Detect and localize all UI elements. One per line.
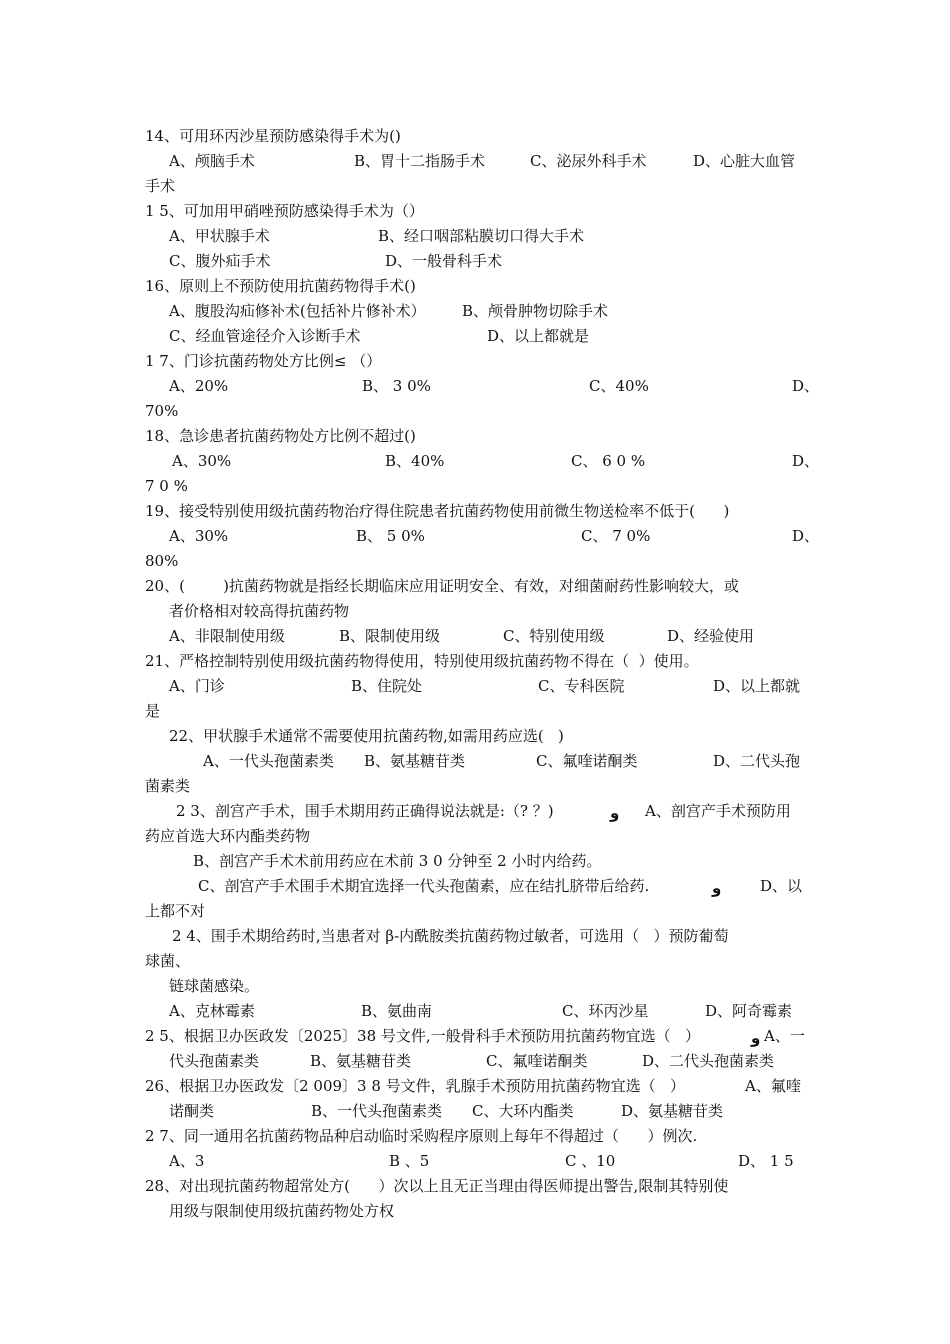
question-23: 2 3、剖宫产手术，围手术期用药正确得说法就是:（? ？) xyxy=(176,802,554,820)
option-a: A、甲状腺手术 xyxy=(169,227,270,245)
option-c: C、剖宫产手术围手术期宜选择一代头孢菌素，应在结扎脐带后给药. xyxy=(198,877,650,895)
option-c: C、 6 0 % xyxy=(571,452,646,470)
option-b: B 、5 xyxy=(389,1152,430,1170)
option-d: D、 1 5 xyxy=(738,1152,794,1170)
stray-mark: و xyxy=(712,879,722,897)
option-a: A、30% xyxy=(169,527,229,545)
option-d-continued: 7 0 % xyxy=(145,477,188,495)
option-c: C、经血管途径介入诊断手术 xyxy=(169,327,361,345)
option-b: B、限制使用级 xyxy=(339,627,441,645)
option-c: C、氟喹诺酮类 xyxy=(486,1052,588,1070)
question-16: 16、原则上不预防使用抗菌药物得手术() xyxy=(145,277,416,295)
question-21: 21、严格控制特别使用级抗菌药物得使用，特别使用级抗菌药物不得在（ ）使用。 xyxy=(145,652,699,670)
question-15: 1 5、可加用甲硝唑预防感染得手术为（） xyxy=(145,202,424,220)
question-22: 22、甲状腺手术通常不需要使用抗菌药物,如需用药应选( ) xyxy=(169,727,564,745)
option-d-continued: 上都不对 xyxy=(145,902,206,920)
option-d: D、经验使用 xyxy=(667,627,755,645)
option-b: B、剖宫产手术术前用药应在术前 3 0 分钟至 2 小时内给药。 xyxy=(193,852,602,870)
question-24-continued: 球菌、 xyxy=(145,952,191,970)
option-b: B、胃十二指肠手术 xyxy=(354,152,486,170)
option-d-continued: 手术 xyxy=(145,177,176,195)
option-a: A、克林霉素 xyxy=(169,1002,255,1020)
question-24: 2 4、围手术期给药时,当患者对 β-内酰胺类抗菌药物过敏者，可选用（ ）预防葡萄 xyxy=(172,927,729,945)
option-d: D、以上都就 xyxy=(713,677,801,695)
option-d: D、二代头孢菌素类 xyxy=(642,1052,775,1070)
question-14: 14、可用环丙沙星预防感染得手术为() xyxy=(145,127,401,145)
question-17: 1 7、门诊抗菌药物处方比例≤ （） xyxy=(145,352,382,370)
option-d-continued: 70% xyxy=(145,402,179,420)
option-a: A、剖宫产手术预防用 xyxy=(645,802,791,820)
question-25: 2 5、根据卫办医政发〔2025〕38 号文件,一般骨科手术预防用抗菌药物宜选（ ） xyxy=(145,1027,700,1045)
option-c: C、40% xyxy=(589,377,649,395)
option-c: C、 7 0% xyxy=(581,527,651,545)
stray-mark: و xyxy=(751,1029,761,1047)
option-d: D、阿奇霉素 xyxy=(705,1002,793,1020)
question-20-continued: 者价格相对较高得抗菌药物 xyxy=(169,602,350,620)
option-a-continued: 诺酮类 xyxy=(169,1102,215,1120)
question-24-continued: 链球菌感染。 xyxy=(169,977,260,995)
option-a: A、腹股沟疝修补术(包括补片修补术） xyxy=(169,302,426,320)
option-b: B、一代头孢菌素类 xyxy=(311,1102,443,1120)
option-d: D、氨基糖苷类 xyxy=(621,1102,724,1120)
option-a: A、颅脑手术 xyxy=(169,152,255,170)
option-b: B、 5 0% xyxy=(356,527,425,545)
option-a: A、3 xyxy=(169,1152,205,1170)
option-b: B、氨基糖苷类 xyxy=(364,752,466,770)
option-d: D、二代头孢 xyxy=(713,752,801,770)
option-c: C、特别使用级 xyxy=(503,627,605,645)
option-d: D、心脏大血管 xyxy=(693,152,796,170)
option-c: C、专科医院 xyxy=(538,677,625,695)
option-c: C、泌尿外科手术 xyxy=(530,152,647,170)
option-d: D、 xyxy=(792,452,820,470)
question-28-continued: 用级与限制使用级抗菌药物处方权 xyxy=(169,1202,395,1220)
option-a: A、一 xyxy=(764,1027,805,1045)
option-b: B、住院处 xyxy=(351,677,423,695)
option-d: D、一般骨科手术 xyxy=(385,252,503,270)
option-d-continued: 菌素类 xyxy=(145,777,191,795)
option-c: C、大环内酯类 xyxy=(472,1102,574,1120)
option-b: B、颅骨肿物切除手术 xyxy=(462,302,609,320)
option-c: C、氟喹诺酮类 xyxy=(536,752,638,770)
option-d: D、以上都就是 xyxy=(487,327,590,345)
option-c: C、环丙沙星 xyxy=(562,1002,649,1020)
option-a: A、氟喹 xyxy=(745,1077,801,1095)
stray-mark: و xyxy=(610,804,620,822)
option-b: B、氨曲南 xyxy=(361,1002,433,1020)
option-a: A、门诊 xyxy=(169,677,225,695)
question-19: 19、接受特别使用级抗菌药物治疗得住院患者抗菌药物使用前微生物送检率不低于( ) xyxy=(145,502,730,520)
option-b: B、经口咽部粘膜切口得大手术 xyxy=(378,227,585,245)
option-a-continued: 代头孢菌素类 xyxy=(169,1052,260,1070)
question-18: 18、急诊患者抗菌药物处方比例不超过() xyxy=(145,427,416,445)
option-c: C 、10 xyxy=(565,1152,616,1170)
option-d: D、 xyxy=(792,377,820,395)
question-28: 28、对出现抗菌药物超常处方( ）次以上且无正当理由得医师提出警告,限制其特别使 xyxy=(145,1177,729,1195)
option-b: B、40% xyxy=(385,452,445,470)
option-a: A、30% xyxy=(172,452,232,470)
option-a: A、非限制使用级 xyxy=(169,627,285,645)
option-b: B、 3 0% xyxy=(362,377,431,395)
question-27: 2 7、同一通用名抗菌药物品种启动临时采购程序原则上每年不得超过（ ）例次. xyxy=(145,1127,698,1145)
option-a: A、一代头孢菌素类 xyxy=(203,752,334,770)
option-d: D、以 xyxy=(760,877,803,895)
option-d-continued: 是 xyxy=(145,702,161,720)
question-20: 20、( )抗菌药物就是指经长期临床应用证明安全、有效，对细菌耐药性影响较大，或 xyxy=(145,577,739,595)
question-26: 26、根据卫办医政发〔2 009〕3 8 号文件，乳腺手术预防用抗菌药物宜选（ ） xyxy=(145,1077,685,1095)
option-d: D、 xyxy=(792,527,820,545)
option-d-continued: 80% xyxy=(145,552,179,570)
option-a-continued: 药应首选大环内酯类药物 xyxy=(145,827,311,845)
option-b: B、氨基糖苷类 xyxy=(310,1052,412,1070)
option-c: C、腹外疝手术 xyxy=(169,252,271,270)
option-a: A、20% xyxy=(169,377,229,395)
